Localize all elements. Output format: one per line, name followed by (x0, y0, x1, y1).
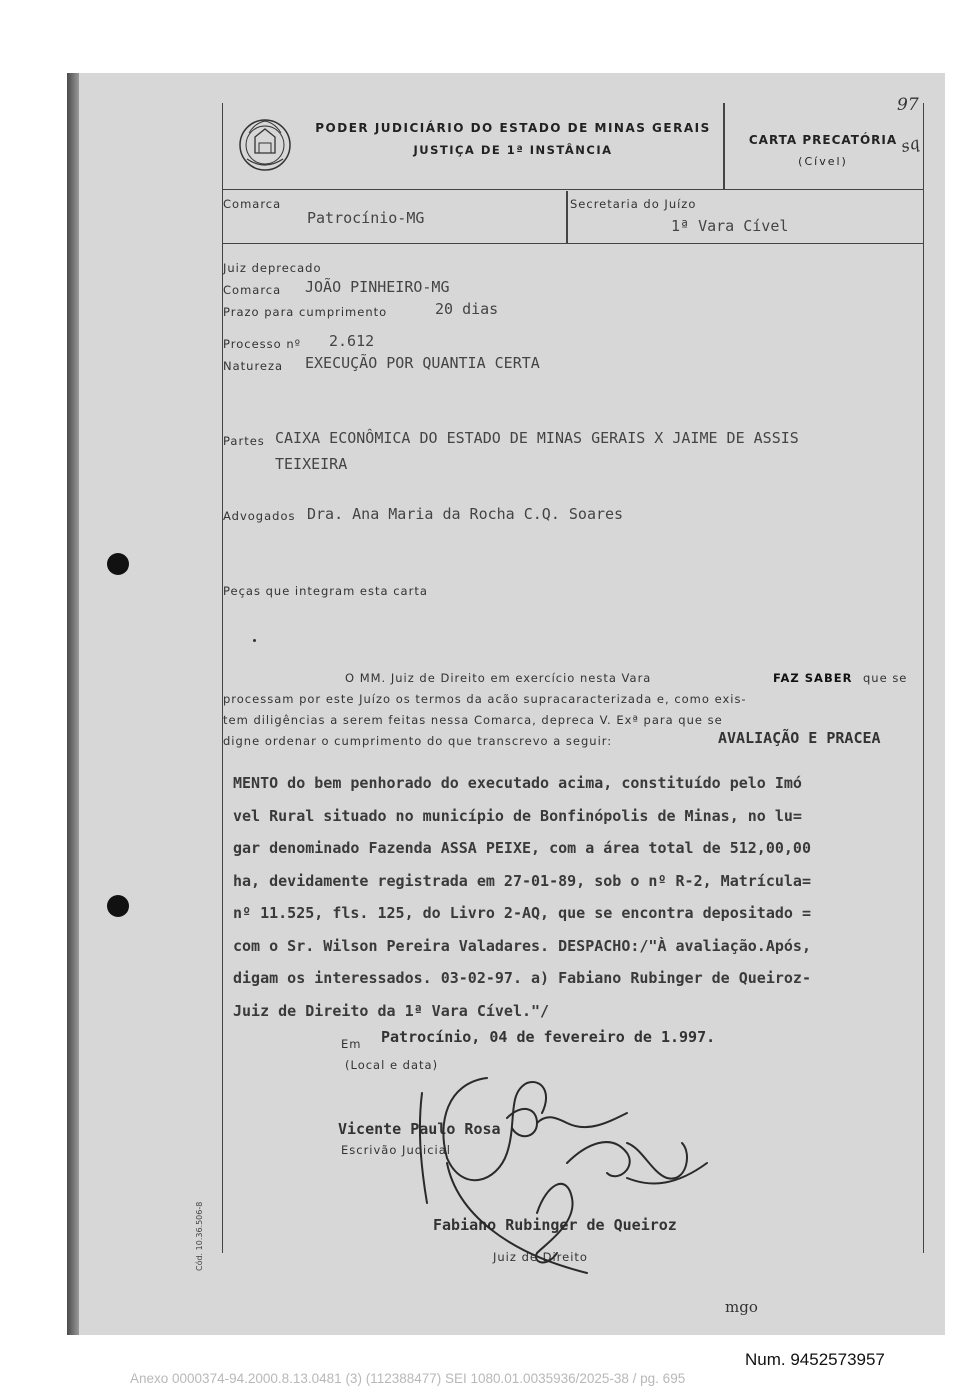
typed-line: Juiz de Direito da 1ª Vara Cível."/ (233, 1001, 550, 1020)
advogados-value: Dra. Ana Maria da Rocha C.Q. Soares (307, 505, 624, 523)
scanned-page (67, 73, 945, 1335)
clerk-name: Vicente Paulo Rosa (338, 1120, 501, 1138)
juiz-deprecado-label: Juiz deprecado (223, 261, 322, 275)
typed-line: MENTO do bem penhorado do executado acima, constituído pelo Imó (233, 774, 802, 792)
clerk-title: Escrivão Judicial (341, 1143, 451, 1157)
typed-line: ha, devidamente registrada em 27-01-89, sob o nº R-2, Matrícula= (233, 871, 811, 890)
pecas-label: Peças que integram esta carta (223, 584, 428, 598)
em-label: Em (341, 1037, 362, 1051)
origin-comarca-value: Patrocínio-MG (307, 209, 425, 227)
place-date-label: (Local e data) (345, 1058, 439, 1072)
document-number: Num. 9452573957 (745, 1350, 885, 1369)
body-line-4: digne ordenar o cumprimento do que transcrevo a seguir: (223, 734, 613, 748)
prazo-value: 20 dias (435, 300, 499, 318)
processo-value: 2.612 (329, 332, 375, 350)
handwritten-signatures (67, 73, 945, 1335)
document-type: CARTA PRECATÓRIA (748, 133, 898, 147)
secretaria-value: 1ª Vara Cível (671, 217, 789, 235)
natureza-value: EXECUÇÃO POR QUANTIA CERTA (305, 354, 540, 372)
document-reference: Anexo 0000374-94.2000.8.13.0481 (3) (112388477) SEI 1080.01.0035936/2025-38 / pg. 695 (130, 1371, 686, 1386)
document-subtype: (Cível) (798, 155, 848, 168)
court-instance: JUSTIÇA DE 1ª INSTÂNCIA (413, 143, 613, 157)
page-note-side: sq (898, 132, 922, 157)
body-faz-saber: FAZ SABER (773, 671, 853, 685)
typed-line: gar denominado Fazenda ASSA PEIXE, com a área total de 512,00,00 (233, 839, 811, 857)
partes-line-1: CAIXA ECONÔMICA DO ESTADO DE MINAS GERAIS X JAIME DE ASSIS (275, 429, 799, 447)
judge-title: Juiz de Direito (493, 1250, 588, 1264)
origin-comarca-label: Comarca (223, 197, 282, 211)
comarca-label: Comarca (223, 283, 282, 297)
advogados-label: Advogados (223, 509, 296, 523)
page-note-top: 97 (897, 95, 919, 115)
typed-line: vel Rural situado no município de Bonfinópolis de Minas, no lu= (233, 806, 802, 825)
partes-label: Partes (223, 434, 265, 448)
prazo-label: Prazo para cumprimento (223, 305, 388, 319)
judge-name: Fabiano Rubinger de Queiroz (433, 1216, 677, 1234)
place-date: Patrocínio, 04 de fevereiro de 1.997. (381, 1028, 716, 1046)
typed-line: digam os interessados. 03-02-97. a) Fabiano Rubinger de Queiroz- (233, 969, 811, 987)
comarca-value: JOÃO PINHEIRO-MG (305, 278, 450, 296)
body-line-3: tem diligências a serem feitas nessa Comarca, depreca V. Exª para que se (223, 713, 723, 727)
typist-initials: mgo (725, 1298, 758, 1316)
body-line-2: processam por este Juízo os termos da acão supracaracterizada e, como exis- (223, 692, 747, 706)
secretaria-label: Secretaria do Juízo (570, 197, 697, 211)
partes-line-2: TEIXEIRA (275, 455, 348, 473)
typed-line: com o Sr. Wilson Pereira Valadares. DESPACHO:/"À avaliação.Após, (233, 936, 811, 955)
body-line-1c: que se (863, 671, 908, 685)
body-line-4-typed: AVALIAÇÃO E PRACEA (718, 729, 881, 747)
form-code: Cód. 10.36.506-8 (195, 1201, 204, 1271)
natureza-label: Natureza (223, 359, 284, 373)
body-line-1a: O MM. Juiz de Direito em exercício nesta Vara (345, 671, 652, 685)
court-name: PODER JUDICIÁRIO DO ESTADO DE MINAS GERAIS (315, 121, 711, 135)
typed-line: nº 11.525, fls. 125, do Livro 2-AQ, que se encontra depositado = (233, 904, 811, 922)
processo-label: Processo nº (223, 337, 302, 351)
